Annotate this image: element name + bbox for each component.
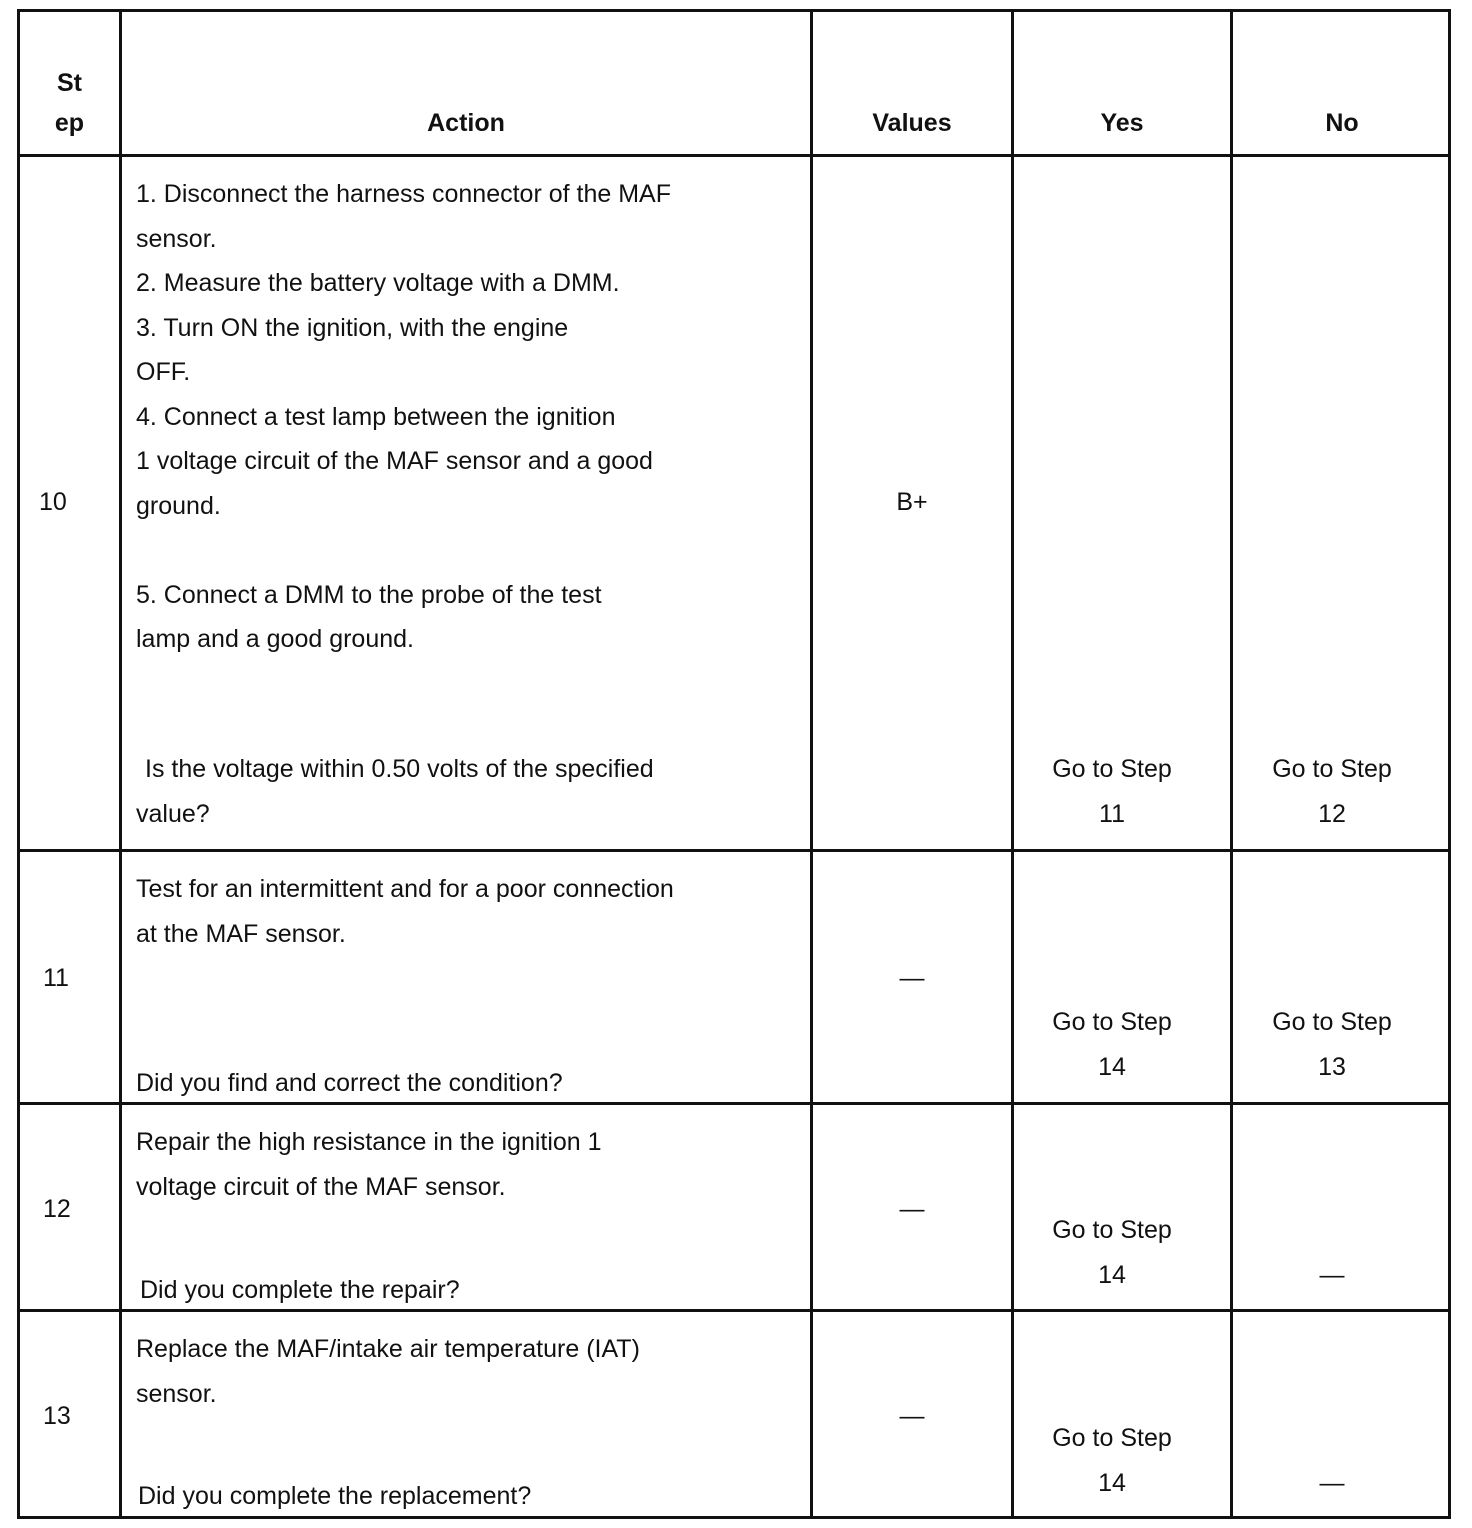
header-step: St ep bbox=[54, 69, 85, 137]
action-steps: Test for an intermittent and for a poor connection at the MAF sensor. bbox=[136, 875, 674, 948]
header-action: Action bbox=[427, 109, 505, 137]
column-divider bbox=[810, 12, 813, 1516]
yes-goto: Go to Step 14 bbox=[1052, 1424, 1172, 1497]
value-cell: — bbox=[899, 964, 925, 992]
action-question: Did you complete the replacement? bbox=[138, 1482, 532, 1510]
column-divider bbox=[119, 12, 122, 1516]
step-number: 11 bbox=[43, 964, 69, 992]
header-values: Values bbox=[872, 109, 952, 137]
no-goto: — bbox=[1319, 1469, 1345, 1497]
yes-goto: Go to Step 14 bbox=[1052, 1008, 1172, 1081]
no-goto: Go to Step 13 bbox=[1272, 1008, 1392, 1081]
value-cell: — bbox=[899, 1195, 925, 1223]
header-no: No bbox=[1325, 109, 1359, 137]
action-question: Did you find and correct the condition? bbox=[136, 1069, 563, 1097]
action-steps: Replace the MAF/intake air temperature (IAT) sensor. bbox=[136, 1335, 640, 1408]
header-yes: Yes bbox=[1100, 109, 1144, 137]
value-cell: — bbox=[899, 1402, 925, 1430]
no-goto: — bbox=[1319, 1261, 1345, 1289]
no-goto: Go to Step 12 bbox=[1272, 755, 1392, 828]
yes-goto: Go to Step 11 bbox=[1052, 755, 1172, 828]
action-steps: Repair the high resistance in the ignition 1 voltage circuit of the MAF sensor. bbox=[136, 1128, 602, 1201]
row-divider bbox=[20, 849, 1448, 852]
action-question: Did you complete the repair? bbox=[140, 1276, 460, 1304]
yes-goto: Go to Step 14 bbox=[1052, 1216, 1172, 1289]
row-divider bbox=[20, 154, 1448, 157]
step-number: 12 bbox=[43, 1195, 71, 1223]
action-question: Is the voltage within 0.50 volts of the specified value? bbox=[136, 755, 654, 828]
action-steps: 1. Disconnect the harness connector of the MAF sensor. 2. Measure the battery voltage with a DMM. 3. Turn ON the ignition, with the engine OFF. 4. Connect a test lamp between the ignition 1 voltage circuit of the MAF sensor and a good ground. 5. Connect a DMM to the probe of the test lamp and a good ground. bbox=[136, 180, 671, 653]
step-number: 10 bbox=[39, 488, 67, 516]
step-number: 13 bbox=[43, 1402, 71, 1430]
value-cell: B+ bbox=[896, 488, 928, 516]
diagnostic-table bbox=[17, 9, 1451, 1519]
